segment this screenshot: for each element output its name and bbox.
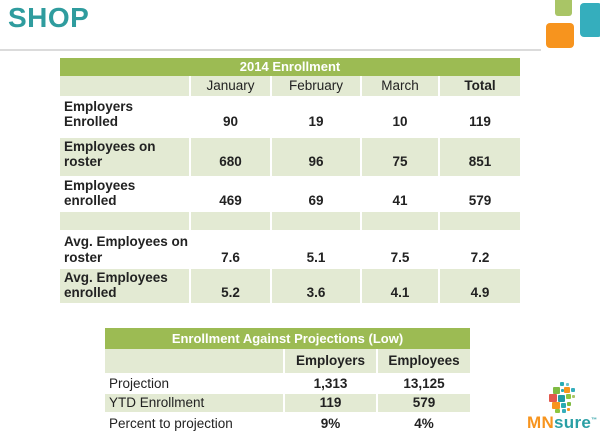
mnsure-wordmark-sure: sure — [554, 413, 592, 432]
cell: 7.2 — [439, 230, 520, 268]
cell: 1,313 — [284, 373, 377, 393]
cell: 96 — [271, 137, 361, 176]
column-header-employees: Employees — [377, 349, 470, 373]
row-label: Percent to projection — [105, 412, 284, 435]
cell — [190, 211, 271, 230]
row-label: Employees enrolled — [60, 176, 190, 211]
page-title: SHOP — [8, 2, 90, 33]
column-header-total: Total — [439, 76, 520, 96]
table-row — [60, 176, 520, 211]
trademark-symbol: ™ — [591, 417, 598, 424]
projections-table-title: Enrollment Against Projections (Low) — [105, 328, 470, 349]
cell: 579 — [377, 393, 470, 412]
cell: 90 — [190, 96, 271, 137]
row-label: Avg. Employees enrolled — [60, 268, 190, 303]
column-header-empty — [60, 76, 190, 96]
cell: 7.6 — [190, 230, 271, 268]
table-row — [60, 96, 520, 137]
table-row — [105, 373, 470, 393]
mnsure-wordmark — [527, 413, 597, 433]
row-label: Employers Enrolled — [60, 96, 190, 137]
cell: 41 — [361, 176, 439, 211]
mnsure-logo — [527, 381, 599, 437]
cell: 75 — [361, 137, 439, 176]
column-header-march: March — [361, 76, 439, 96]
table-row — [60, 268, 520, 303]
cell: 69 — [271, 176, 361, 211]
table-row-spacer — [60, 211, 520, 230]
decorative-square-teal — [580, 3, 600, 37]
cell: 9% — [284, 412, 377, 435]
cell: 19 — [271, 96, 361, 137]
cell: 3.6 — [271, 268, 361, 303]
enrollment-table — [60, 58, 520, 303]
column-header-february: February — [271, 76, 361, 96]
row-label — [60, 211, 190, 230]
cell — [271, 211, 361, 230]
cell: 13,125 — [377, 373, 470, 393]
row-label: Projection — [105, 373, 284, 393]
table-row — [60, 137, 520, 176]
table-row — [105, 412, 470, 435]
cell: 680 — [190, 137, 271, 176]
mnsure-wordmark-mn: MN — [527, 413, 555, 432]
cell: 5.1 — [271, 230, 361, 268]
enrollment-table-grid — [60, 76, 520, 303]
mnsure-logo-mosaic-icon — [546, 382, 578, 414]
cell: 4.1 — [361, 268, 439, 303]
cell: 4% — [377, 412, 470, 435]
table-header-row — [60, 76, 520, 96]
row-label: Employees on roster — [60, 137, 190, 176]
cell: 119 — [439, 96, 520, 137]
cell: 5.2 — [190, 268, 271, 303]
projections-table — [105, 328, 470, 435]
title-divider — [0, 49, 541, 51]
decorative-square-olive — [555, 0, 572, 16]
decorative-square-orange — [546, 23, 574, 48]
row-label: YTD Enrollment — [105, 393, 284, 412]
cell: 119 — [284, 393, 377, 412]
projections-table-grid — [105, 349, 470, 435]
cell: 4.9 — [439, 268, 520, 303]
table-header-row — [105, 349, 470, 373]
cell: 579 — [439, 176, 520, 211]
table-row — [105, 393, 470, 412]
cell: 851 — [439, 137, 520, 176]
table-row — [60, 230, 520, 268]
cell: 10 — [361, 96, 439, 137]
row-label: Avg. Employees on roster — [60, 230, 190, 268]
cell: 7.5 — [361, 230, 439, 268]
cell — [361, 211, 439, 230]
cell — [439, 211, 520, 230]
enrollment-table-title: 2014 Enrollment — [60, 58, 520, 76]
cell: 469 — [190, 176, 271, 211]
column-header-empty — [105, 349, 284, 373]
column-header-employers: Employers — [284, 349, 377, 373]
column-header-january: January — [190, 76, 271, 96]
